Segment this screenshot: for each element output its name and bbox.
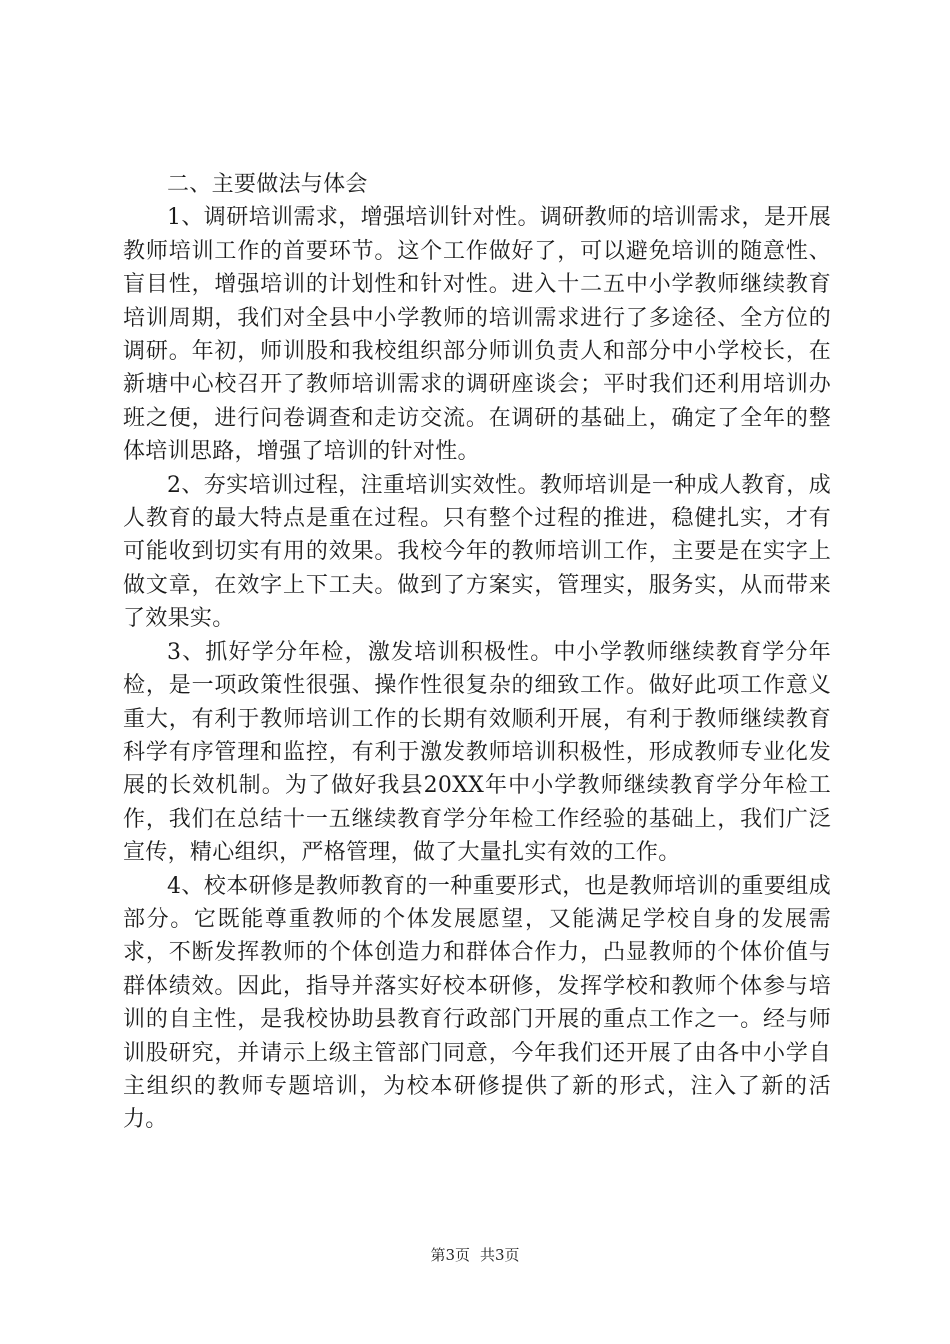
page-total: 共3页 [480, 1246, 520, 1264]
paragraph-1: 1、调研培训需求，增强培训针对性。调研教师的培训需求，是开展教师培训工作的首要环节。这个工作做好了，可以避免培训的随意性、盲目性，增强培训的计划性和针对性。进入十二五中小学教师继续教育培训周期，我们对全县中小学教师的培训需求进行了多途径、全方位的调研。年初，师训股和我校组织部分师训负责人和部分中小学校长，在新塘中心校召开了教师培训需求的调研座谈会；平时我们还利用培训办班之便，进行问卷调查和走访交流。在调研的基础上，确定了全年的整体培训思路，增强了培训的针对性。 [123, 205, 831, 465]
paragraph-2: 2、夯实培训过程，注重培训实效性。教师培训是一种成人教育，成人教育的最大特点是重在过程。只有整个过程的推进，稳健扎实，才有可能收到切实有用的效果。我校今年的教师培训工作，主要是在实字上做文章，在效字上下工夫。做到了方案实，管理实，服务实，从而带来了效果实。 [123, 472, 831, 632]
page-footer [0, 1245, 950, 1265]
document-body [123, 168, 831, 1137]
page-number: 第3页 [430, 1246, 470, 1264]
section-heading: 二、主要做法与体会 [167, 172, 368, 197]
paragraph-3: 3、抓好学分年检，激发培训积极性。中小学教师继续教育学分年检，是一项政策性很强、操作性很复杂的细致工作。做好此项工作意义重大，有利于教师培训工作的长期有效顺利开展，有利于教师继续教育科学有序管理和监控，有利于激发教师培训积极性，形成教师专业化发展的长效机制。为了做好我县20XX年中小学教师继续教育学分年检工作，我们在总结十一五继续教育学分年检工作经验的基础上，我们广泛宣传，精心组织，严格管理，做了大量扎实有效的工作。 [123, 639, 831, 866]
paragraph-4: 4、校本研修是教师教育的一种重要形式，也是教师培训的重要组成部分。它既能尊重教师的个体发展愿望，又能满足学校自身的发展需求，不断发挥教师的个体创造力和群体合作力，凸显教师的个体价值与群体绩效。因此，指导并落实好校本研修，发挥学校和教师个体参与培训的自主性，是我校协助县教育行政部门开展的重点工作之一。经与师训股研究，并请示上级主管部门同意，今年我们还开展了由各中小学自主组织的教师专题培训，为校本研修提供了新的形式，注入了新的活力。 [123, 873, 831, 1133]
